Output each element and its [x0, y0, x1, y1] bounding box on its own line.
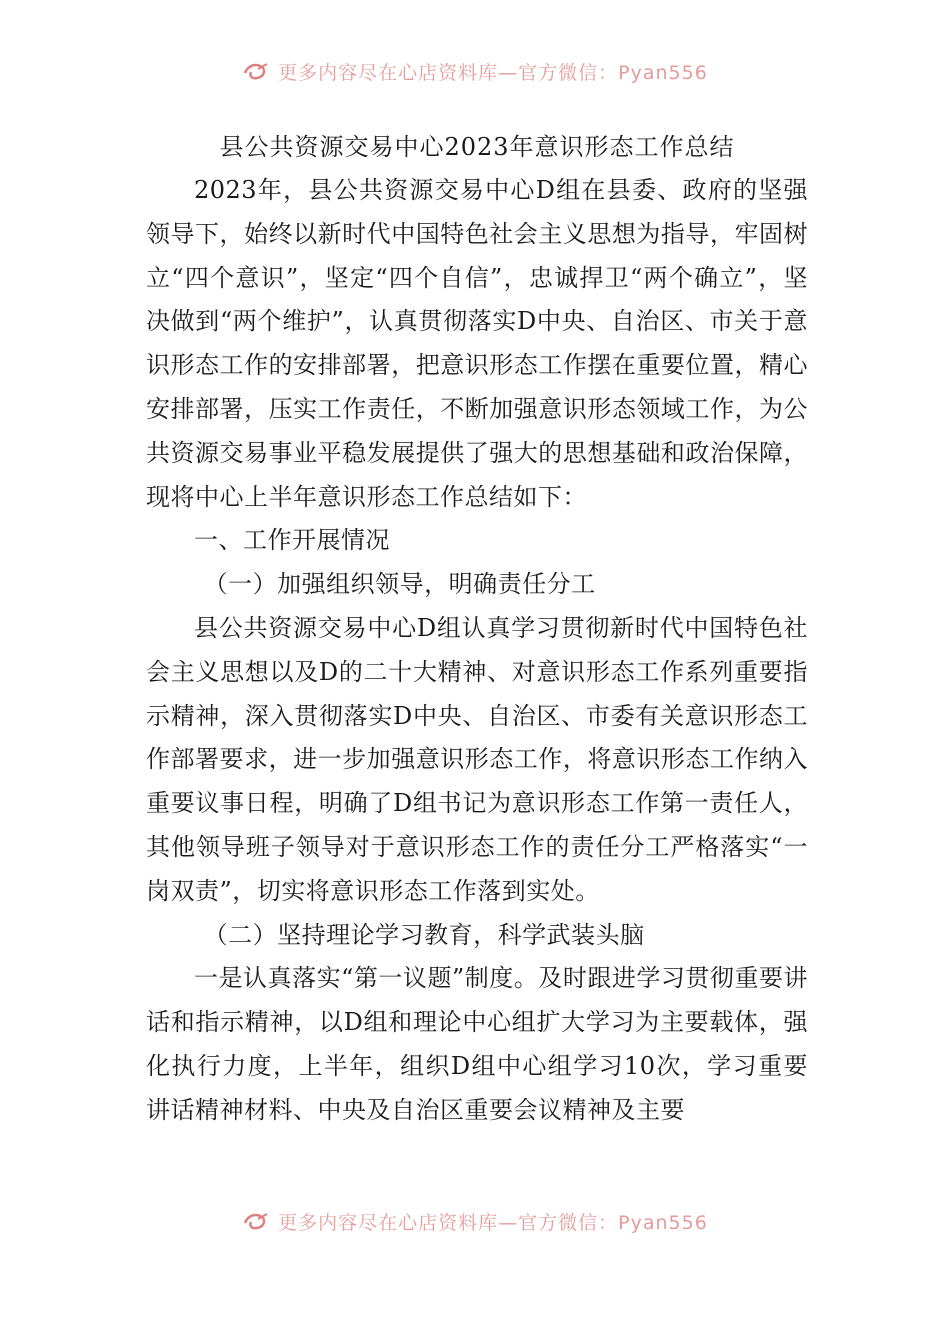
- section-heading-1: 一、工作开展情况: [194, 526, 390, 555]
- watermark-logo-icon: [242, 1211, 270, 1233]
- watermark-text: 更多内容尽在心店资料库—官方微信：Pyan556: [278, 62, 708, 84]
- document-body: [146, 125, 808, 1133]
- watermark-bottom: [0, 1208, 950, 1235]
- subsection-heading-1: （一）加强组织领导，明确责任分工: [203, 570, 596, 599]
- watermark-logo-icon: [242, 61, 270, 83]
- document-title: 县公共资源交易中心2023年意识形态工作总结: [219, 133, 735, 161]
- subsection-2-paragraph: 一是认真落实“第一议题”制度。及时跟进学习贯彻重要讲话和指示精神，以D组和理论中心组扩大学习为主要载体，强化执行力度，上半年，组织D组中心组学习10次，学习重要讲话精神材料、中央及自治区重要会议精神及主要: [146, 964, 808, 1124]
- subsection-heading-2: （二）坚持理论学习教育，科学武装头脑: [203, 920, 645, 949]
- subsection-1-paragraph: 县公共资源交易中心D组认真学习贯彻新时代中国特色社会主义思想以及D的二十大精神、对意识形态工作系列重要指示精神，深入贯彻落实D中央、自治区、市委有关意识形态工作部署要求，进一步加强意识形态工作，将意识形态工作纳入重要议事日程，明确了D组书记为意识形态工作第一责任人，其他领导班子领导对于意识形态工作的责任分工严格落实“一岗双责”，切实将意识形态工作落到实处。: [146, 613, 808, 905]
- watermark-top: [0, 58, 950, 85]
- watermark-text: 更多内容尽在心店资料库—官方微信：Pyan556: [278, 1212, 708, 1234]
- intro-paragraph: 2023年，县公共资源交易中心D组在县委、政府的坚强领导下，始终以新时代中国特色社会主义思想为指导，牢固树立“四个意识”，坚定“四个自信”，忠诚捍卫“两个确立”，坚决做到“两个维护”，认真贯彻落实D中央、自治区、市关于意识形态工作的安排部署，把意识形态工作摆在重要位置，精心安排部署，压实工作责任，不断加强意识形态领域工作，为公共资源交易事业平稳发展提供了强大的思想基础和政治保障，现将中心上半年意识形态工作总结如下：: [146, 176, 808, 511]
